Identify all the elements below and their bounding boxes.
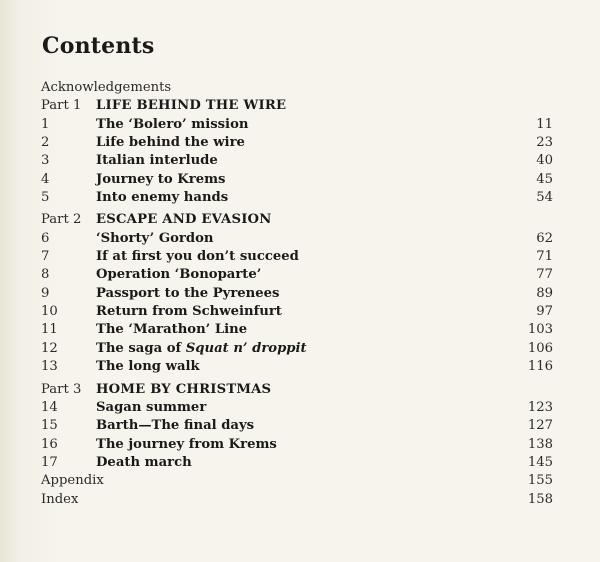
entry-title-italic: Squat n’ droppit <box>185 340 307 356</box>
part-title <box>96 381 271 399</box>
page-number: 116 <box>527 359 553 375</box>
part-title <box>96 97 286 115</box>
entry-title <box>96 303 282 321</box>
chapter-number: 12 <box>41 340 58 356</box>
entry-title <box>96 134 245 152</box>
toc-chapter-entry <box>41 436 553 454</box>
entry-title <box>96 285 279 303</box>
chapter-number: 1 <box>41 116 50 132</box>
chapter-number: 11 <box>41 322 58 338</box>
chapter-number: 10 <box>41 304 58 320</box>
part-number: Part 2 <box>41 212 82 228</box>
page-number: 138 <box>527 436 553 452</box>
page-number: 123 <box>527 399 553 415</box>
page-number: 145 <box>527 454 553 470</box>
entry-title <box>96 189 228 207</box>
page-number: 158 <box>527 491 553 507</box>
entry-title-text: Italian interlude <box>96 153 218 169</box>
part-number: Part 3 <box>41 381 82 397</box>
page-number: 62 <box>536 230 553 246</box>
page-title: Contents <box>42 33 155 59</box>
entry-title-text: The ‘Bolero’ mission <box>96 116 249 132</box>
entry-title-text: Life behind the wire <box>96 135 245 151</box>
entry-title-text: Sagan summer <box>96 399 207 415</box>
chapter-number: 7 <box>41 249 50 265</box>
toc-chapter-entry <box>41 285 553 303</box>
entry-title <box>96 454 192 472</box>
entry-title-text: Into enemy hands <box>96 190 229 206</box>
page-number: 40 <box>536 153 553 169</box>
toc-chapter-entry <box>41 417 553 435</box>
toc-section-entry <box>41 491 553 509</box>
entry-title-text: Journey to Krems <box>96 171 226 187</box>
part-title <box>96 211 272 229</box>
toc-chapter-entry <box>41 303 553 321</box>
entry-title <box>41 472 104 490</box>
entry-title-text: ‘Shorty’ Gordon <box>96 230 214 246</box>
entry-title-text: Return from Schweinfurt <box>96 304 282 320</box>
entry-title <box>96 152 218 170</box>
table-of-contents <box>41 79 553 509</box>
toc-section-entry <box>41 472 553 490</box>
toc-chapter-entry <box>41 230 553 248</box>
chapter-number: 17 <box>41 454 58 470</box>
toc-part-heading <box>41 97 553 115</box>
chapter-number: 5 <box>41 190 50 206</box>
chapter-number: 13 <box>41 359 58 375</box>
chapter-number: 16 <box>41 436 58 452</box>
toc-chapter-entry <box>41 189 553 207</box>
entry-title <box>41 491 78 509</box>
entry-title-text: Barth—The final days <box>96 418 255 434</box>
entry-title-text: If at first you don’t succeed <box>96 249 299 265</box>
chapter-number: 9 <box>41 285 50 301</box>
entry-title <box>96 321 247 339</box>
entry-title-text: Appendix <box>41 473 104 489</box>
entry-title <box>96 171 225 189</box>
toc-part-heading <box>41 381 553 399</box>
page-number: 11 <box>536 116 553 132</box>
toc-chapter-entry <box>41 454 553 472</box>
page-number: 71 <box>536 249 553 265</box>
toc-chapter-entry <box>41 340 553 358</box>
entry-title <box>96 248 299 266</box>
entry-title-text: Passport to the Pyrenees <box>96 285 280 301</box>
entry-title <box>96 340 307 358</box>
chapter-number: 15 <box>41 418 58 434</box>
part-number: Part 1 <box>41 98 82 114</box>
chapter-number: 14 <box>41 399 58 415</box>
entry-title-text: The ‘Marathon’ Line <box>96 322 248 338</box>
entry-title <box>96 116 248 134</box>
entry-title <box>96 230 213 248</box>
toc-chapter-entry <box>41 399 553 417</box>
entry-title-text: ESCAPE AND EVASION <box>96 212 272 228</box>
toc-chapter-entry <box>41 358 553 376</box>
page-number: 45 <box>536 171 553 187</box>
entry-title-text: The saga of <box>96 340 186 356</box>
entry-title <box>96 436 277 454</box>
entry-title-text: Index <box>41 491 79 507</box>
chapter-number: 4 <box>41 171 50 187</box>
entry-title-text: The long walk <box>96 359 200 375</box>
entry-title <box>41 79 171 97</box>
entry-title-text: HOME BY CHRISTMAS <box>96 381 272 397</box>
page-number: 103 <box>527 322 553 338</box>
page-number: 89 <box>536 285 553 301</box>
page-number: 23 <box>536 135 553 151</box>
toc-chapter-entry <box>41 321 553 339</box>
page-number: 155 <box>527 473 553 489</box>
entry-title <box>96 399 206 417</box>
toc-chapter-entry <box>41 171 553 189</box>
page-number: 97 <box>536 304 553 320</box>
chapter-number: 3 <box>41 153 50 169</box>
entry-title-text: Operation ‘Bonoparte’ <box>96 267 262 283</box>
page-number: 127 <box>527 418 553 434</box>
entry-title-text: LIFE BEHIND THE WIRE <box>96 98 287 114</box>
toc-section-entry <box>41 79 553 97</box>
toc-chapter-entry <box>41 116 553 134</box>
page-number: 54 <box>536 190 553 206</box>
toc-chapter-entry <box>41 134 553 152</box>
page-number: 106 <box>527 340 553 356</box>
toc-chapter-entry <box>41 152 553 170</box>
entry-title <box>96 417 254 435</box>
entry-title-text: Death march <box>96 454 192 470</box>
toc-chapter-entry <box>41 266 553 284</box>
entry-title-text: The journey from Krems <box>96 436 277 452</box>
chapter-number: 8 <box>41 267 50 283</box>
entry-title-text: Acknowledgements <box>41 80 172 95</box>
entry-title <box>96 266 261 284</box>
page-number: 77 <box>536 267 553 283</box>
entry-title <box>96 358 200 376</box>
toc-chapter-entry <box>41 248 553 266</box>
chapter-number: 2 <box>41 135 50 151</box>
toc-part-heading <box>41 211 553 229</box>
chapter-number: 6 <box>41 230 50 246</box>
